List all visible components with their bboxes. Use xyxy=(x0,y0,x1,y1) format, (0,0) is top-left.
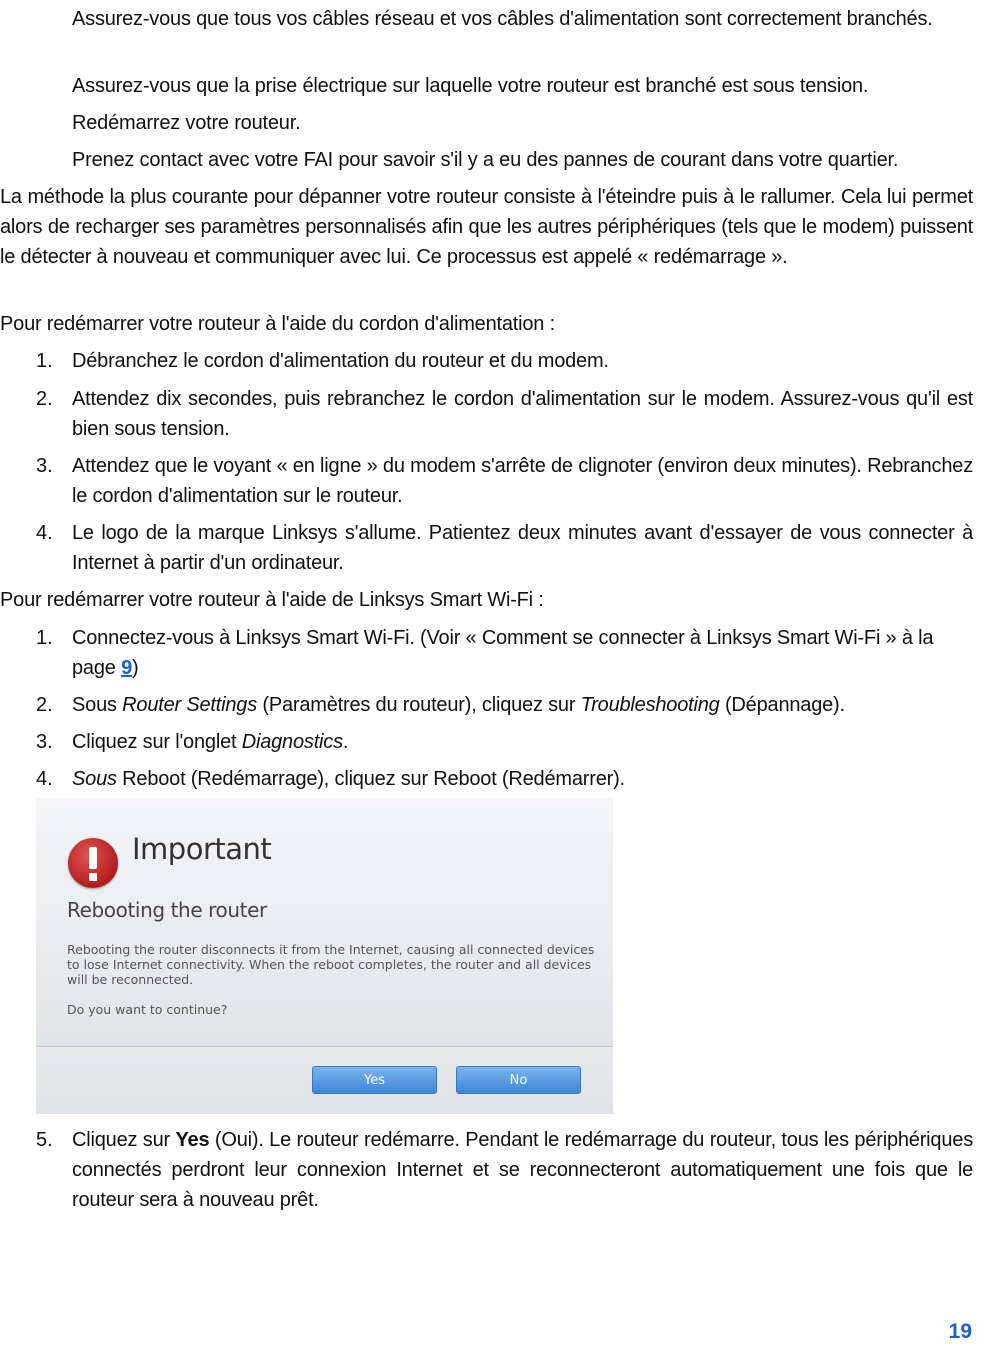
smartwifi-step-1 xyxy=(72,623,973,683)
step-text: (Oui). Le routeur redémarre. Pendant le redémarrage du routeur, tous les périphériques connectés perdront leur connexion Internet et se reconnecteront automatiquement une fois que le routeur sera à nouveau prêt. xyxy=(72,1129,973,1211)
no-button[interactable]: No xyxy=(456,1066,581,1094)
step-number: 2. xyxy=(36,388,53,410)
step-text: . xyxy=(342,731,349,753)
method-paragraph: La méthode la plus courante pour dépanner votre routeur consiste à l'éteindre puis à le rallumer. Cela lui permet alors de recharger ses paramètres personnalisés afin que les autres périphériques (tels que le modem) puissent le détecter à nouveau et communiquer avec lui. Ce processus est appelé « redémarrage ». xyxy=(0,186,973,268)
step-text: Reboot (Redémarrage), cliquez sur Reboot (Redémarrer). xyxy=(116,768,625,790)
step-number: 2. xyxy=(36,694,53,716)
step-number: 4. xyxy=(36,522,53,544)
step-number: 5. xyxy=(36,1129,53,1151)
dialog-body: Rebooting the router disconnects it from the Internet, causing all connected devices to lose Internet connectivity. When the reboot completes, the router and all devices will be reconnected. xyxy=(67,942,595,987)
smartwifi-step-5 xyxy=(72,1125,973,1215)
power-step-4: Le logo de la marque Linksys s'allume. Patientez deux minutes avant d'essayer de vous connecter à Internet à partir d'un ordinateur. xyxy=(72,522,973,574)
power-step-2: Attendez dix secondes, puis rebranchez le cordon d'alimentation sur le modem. Assurez-vous qu'il est bien sous tension. xyxy=(72,388,973,440)
ui-term: Router Settings xyxy=(122,694,258,716)
smartwifi-step-3 xyxy=(72,727,973,757)
smartwifi-step-4 xyxy=(72,764,973,794)
check-isp: Prenez contact avec votre FAI pour savoir s'il y a eu des pannes de courant dans votre quartier. xyxy=(72,149,899,171)
ui-term: Sous xyxy=(72,768,117,790)
step-number: 1. xyxy=(36,627,53,649)
reboot-dialog-screenshot xyxy=(36,798,613,1114)
smartwifi-heading: Pour redémarrer votre routeur à l'aide de Linksys Smart Wi-Fi : xyxy=(0,589,544,611)
step-number: 1. xyxy=(36,350,53,372)
step-text: Sous xyxy=(72,694,123,716)
step-text: Cliquez sur xyxy=(72,1129,176,1151)
check-outlet: Assurez-vous que la prise électrique sur laquelle votre routeur est branché est sous tension. xyxy=(72,75,869,97)
step-text: Connectez-vous à Linksys Smart Wi-Fi. (Voir « Comment se connecter à Linksys Smart Wi-Fi » à la page xyxy=(72,627,934,679)
page-number: 19 xyxy=(948,1320,972,1343)
ui-term: Diagnostics xyxy=(241,731,343,753)
check-cables: Assurez-vous que tous vos câbles réseau et vos câbles d'alimentation sont correctement branchés. xyxy=(72,8,933,30)
step-number: 3. xyxy=(36,731,53,753)
dialog-subtitle: Rebooting the router xyxy=(67,898,267,922)
step-text: (Paramètres du routeur), cliquez sur xyxy=(257,694,581,716)
step-text: (Dépannage). xyxy=(719,694,845,716)
ui-term: Yes xyxy=(175,1129,210,1151)
yes-button[interactable]: Yes xyxy=(312,1066,437,1094)
smartwifi-step-2 xyxy=(72,690,973,720)
power-step-3: Attendez que le voyant « en ligne » du modem s'arrête de clignoter (environ deux minutes). Rebranchez le cordon d'alimentation sur le routeur. xyxy=(72,455,973,507)
power-step-1: Débranchez le cordon d'alimentation du routeur et du modem. xyxy=(72,350,609,372)
step-text: ) xyxy=(132,657,139,679)
page-link[interactable]: 9 xyxy=(121,657,132,679)
step-number: 3. xyxy=(36,455,53,477)
step-text: Cliquez sur l'onglet xyxy=(72,731,242,753)
ui-term: Troubleshooting xyxy=(580,694,720,716)
power-cord-heading: Pour redémarrer votre routeur à l'aide du cordon d'alimentation : xyxy=(0,313,555,335)
step-number: 4. xyxy=(36,768,53,790)
dialog-title: Important xyxy=(132,832,272,866)
check-restart: Redémarrez votre routeur. xyxy=(72,112,301,134)
exclamation-icon xyxy=(68,838,118,888)
dialog-question: Do you want to continue? xyxy=(67,1002,228,1017)
